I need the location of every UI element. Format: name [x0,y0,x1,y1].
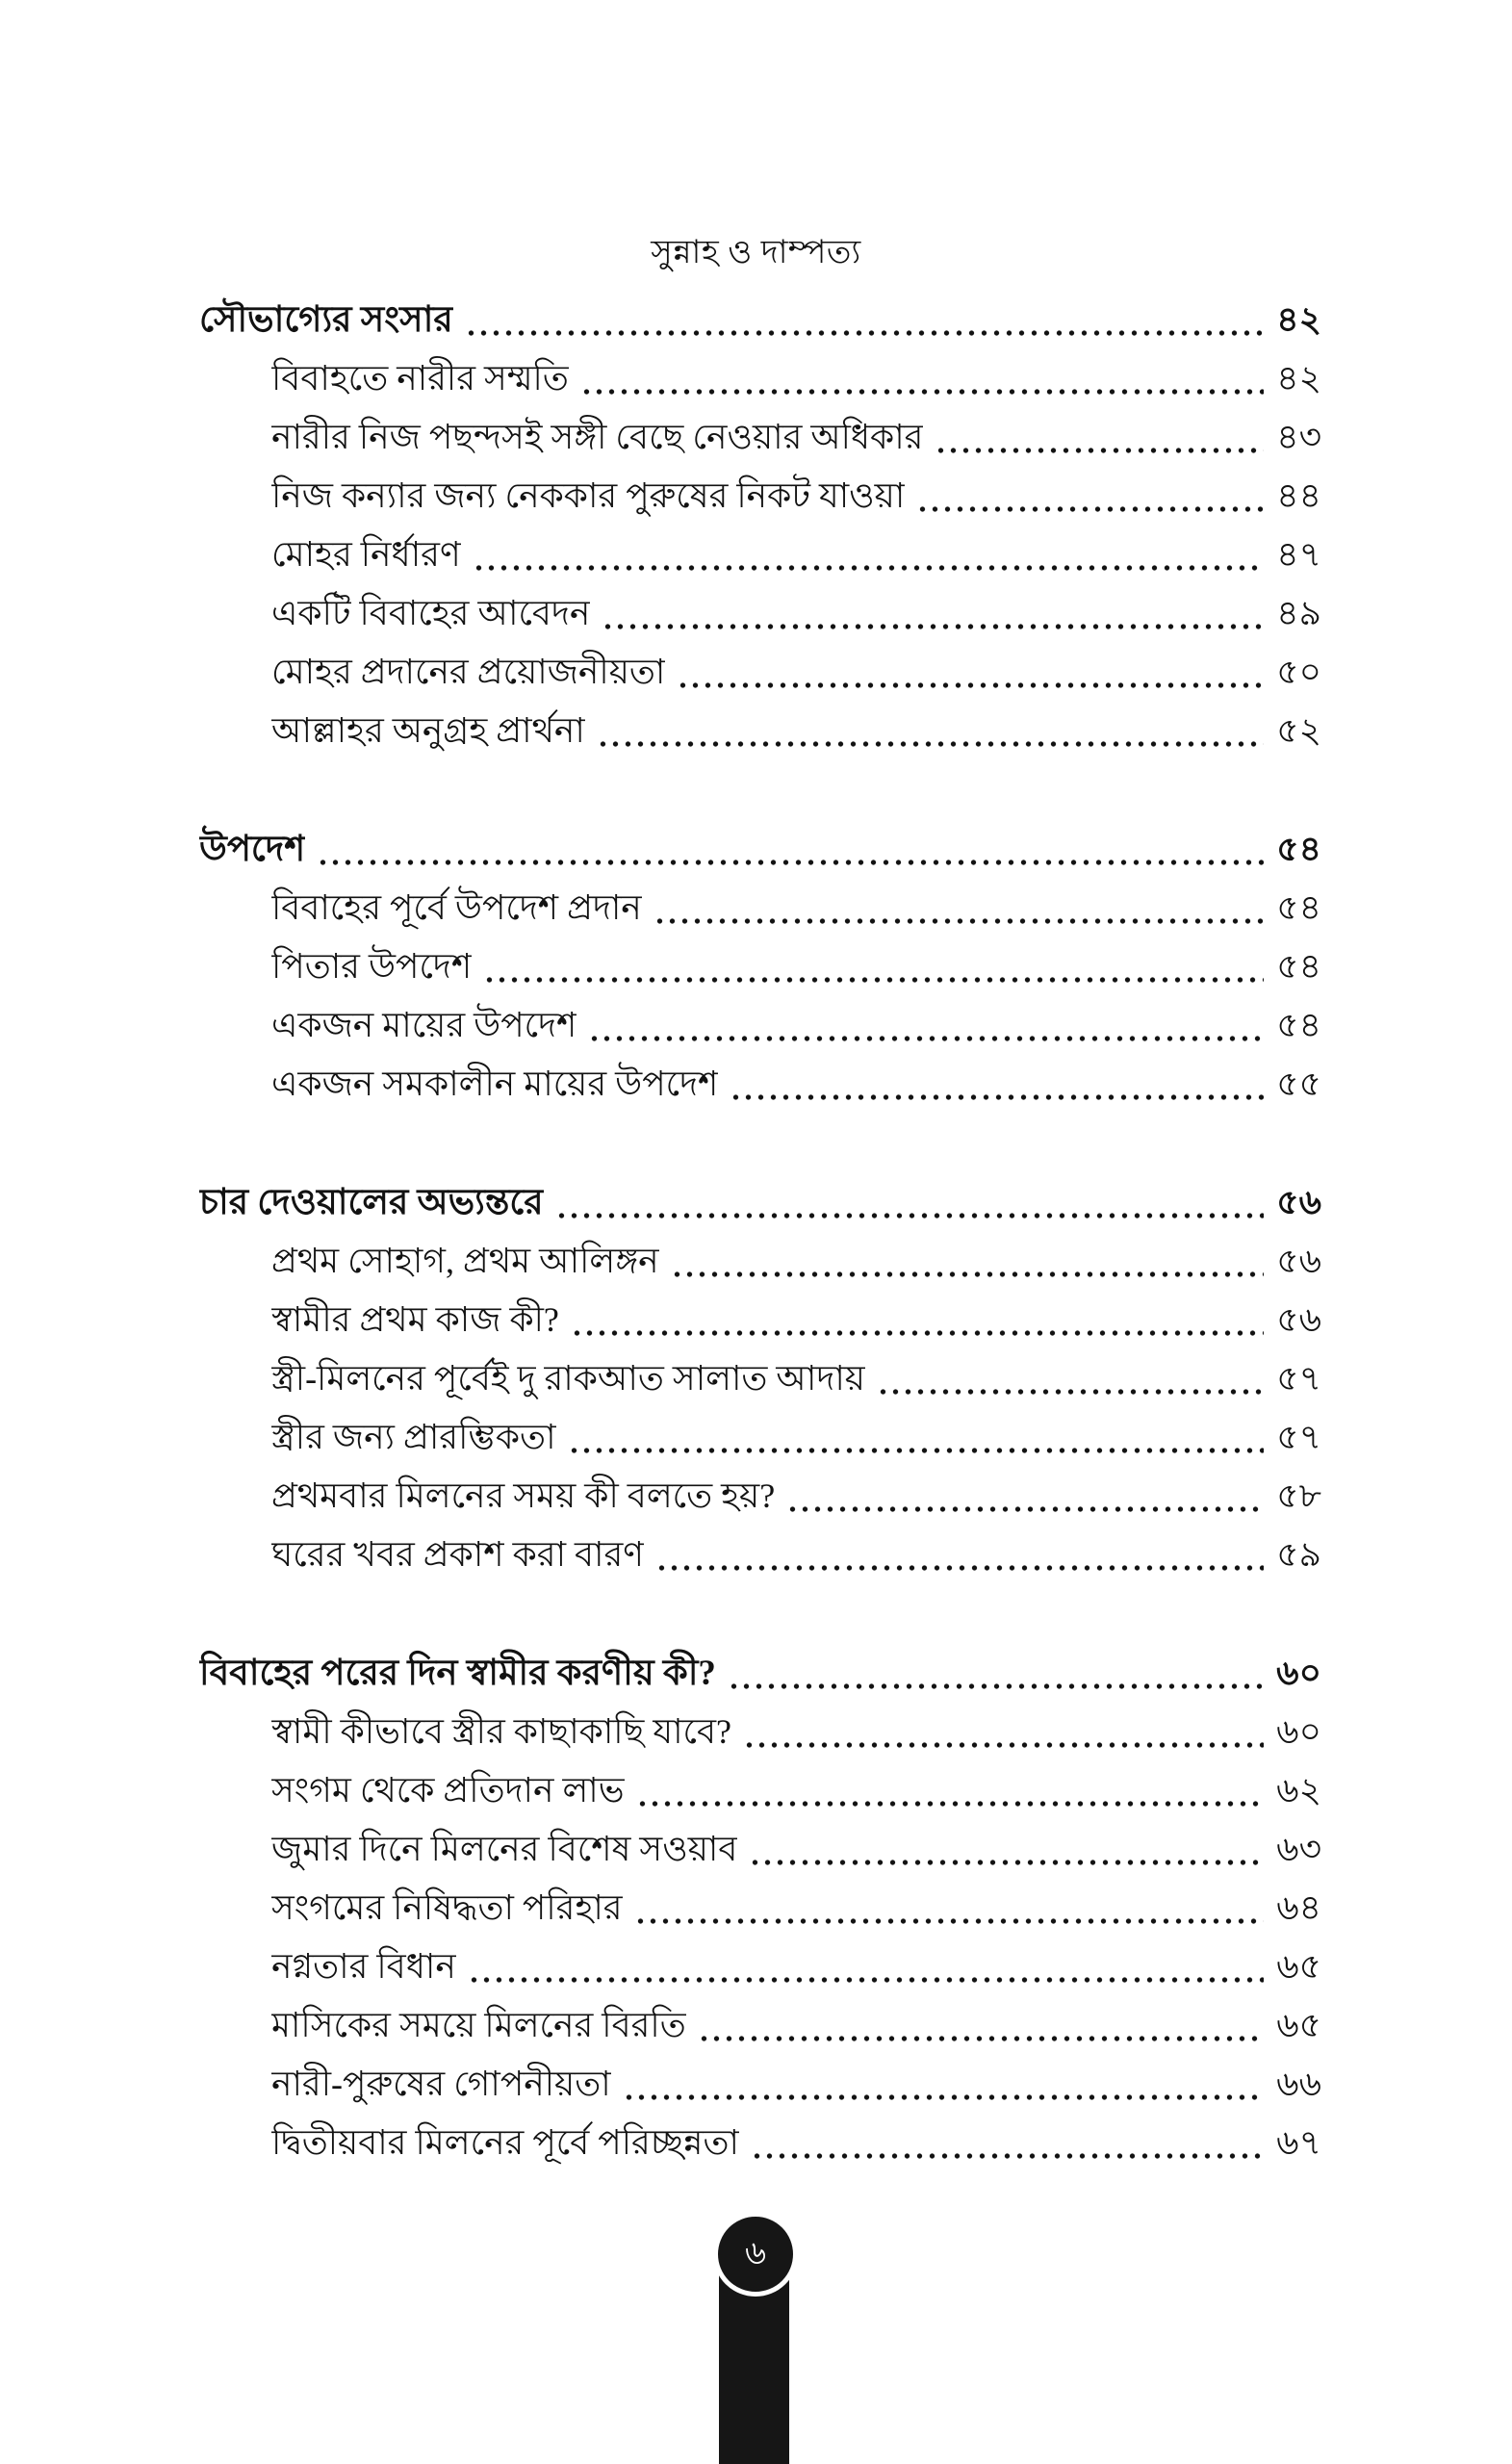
toc [199,291,1321,2172]
toc-entry-row [199,467,1321,526]
toc-dots-leader [741,1703,1264,1761]
toc-entry-row [199,702,1321,760]
toc-page-number: ৫৬ [1276,1183,1321,1221]
toc-page-number: ৬০ [1276,1654,1321,1692]
toc-section [199,1173,1321,1584]
toc-entry-row [199,526,1321,584]
toc-dots-leader [653,1526,1264,1584]
toc-page-number: ৬৪ [1276,1888,1321,1927]
toc-entry-label: বিবাহের পরের দিন স্বামীর করণীয় কী? [199,1654,716,1693]
toc-entry-label: মোহর প্রদানের প্রয়োজনীয়তা [271,653,666,691]
toc-entry-row [199,1349,1321,1408]
toc-section [199,1644,1321,2172]
toc-entry-label: উপদেশ [199,830,306,869]
toc-entry-row [199,996,1321,1055]
toc-dots-leader [466,1938,1264,1996]
toc-entry-label: স্ত্রী-মিলনের পূর্বেই দু রাকআত সালাত আদায় [271,1359,865,1398]
toc-page-number: ৫০ [1276,653,1321,691]
toc-entry-label: একজন মায়ের উপদেশ [271,1006,577,1044]
toc-entry-row [199,1761,1321,1820]
toc-entry-label: আল্লাহর অনুগ্রহ প্রার্থনা [271,711,585,750]
toc-entry-label: মাসিকের সময়ে মিলনের বিরতি [271,2006,686,2044]
toc-entry-row [199,879,1321,937]
toc-entry-label: একজন সমকালীন মায়ের উপদেশ [271,1065,719,1103]
toc-entry-label: প্রথমবার মিলনের সময় কী বলতে হয়? [271,1476,776,1515]
toc-page-number: ৫৪ [1276,888,1321,927]
toc-dots-leader [621,2055,1264,2114]
toc-page-number: ৫৮ [1276,1476,1321,1515]
toc-entry-label: স্বামীর প্রথম কাজ কী? [271,1300,559,1339]
toc-dots-leader [315,820,1264,879]
toc-dots-leader [933,408,1264,467]
toc-dots-leader [749,2114,1264,2172]
toc-entry-row [199,408,1321,467]
toc-dots-leader [634,1761,1264,1820]
toc-dots-leader [463,291,1264,349]
toc-entry-label: স্ত্রীর জন্য প্রারম্ভিকতা [271,1418,556,1456]
toc-dots-leader [914,467,1264,526]
toc-page-number: ৪৭ [1276,535,1321,574]
toc-entry-row [199,1879,1321,1938]
toc-section-heading-row [199,291,1321,349]
toc-page-number: ৫৪ [1276,830,1321,868]
toc-page-number: ৬৩ [1276,1830,1321,1868]
toc-page-number: ৪৯ [1276,594,1321,632]
toc-entry-label: ঘরের খবর প্রকাশ করা বারণ [271,1535,645,1574]
toc-entry-row [199,2055,1321,2114]
toc-entry-label: নারীর নিজ পছন্দসই সঙ্গী বেছে নেওয়ার অধিকার [271,418,924,456]
toc-dots-leader [784,1467,1264,1526]
toc-entry-row [199,1938,1321,1996]
toc-dots-leader [553,1173,1264,1232]
toc-entry-label: স্বামী কীভাবে স্ত্রীর কাছাকাছি যাবে? [271,1712,732,1751]
toc-dots-leader [595,702,1264,760]
toc-dots-leader [566,1408,1264,1467]
toc-dots-leader [728,1055,1264,1114]
toc-entry-row [199,1055,1321,1114]
toc-page-number: ৬৫ [1276,2006,1321,2044]
toc-page-number: ৫৭ [1276,1359,1321,1398]
toc-page-number: ৬৬ [1276,2065,1321,2103]
toc-dots-leader [652,879,1264,937]
toc-dots-leader [569,1291,1264,1349]
toc-entry-row [199,1703,1321,1761]
toc-entry-row [199,1232,1321,1291]
toc-page-number: ৫৪ [1276,1006,1321,1044]
toc-page-number: ৫২ [1276,711,1321,750]
toc-section [199,291,1321,760]
toc-entry-row [199,1291,1321,1349]
toc-dots-leader [578,349,1264,408]
page-header-title: সুন্নাহ ও দাম্পত্য [651,235,861,270]
bookmark-ribbon [719,2268,789,2464]
toc-entry-row [199,643,1321,702]
toc-entry-label: সংগম থেকে প্রতিদান লাভ [271,1771,625,1810]
toc-page-number: ৪২ [1276,300,1321,339]
toc-page-number: ৪৩ [1276,418,1321,456]
toc-page-number: ৬৭ [1276,2123,1321,2162]
folio-number: ৬ [744,2236,767,2272]
toc-entry-label: বিবাহতে নারীর সম্মতি [271,359,569,398]
toc-dots-leader [675,643,1264,702]
toc-page-number: ৪৪ [1276,476,1321,515]
toc-dots-leader [471,526,1264,584]
toc-dots-leader [875,1349,1264,1408]
toc-entry-row [199,1526,1321,1584]
toc-page-number: ৫৭ [1276,1418,1321,1456]
toc-section-heading-row [199,1644,1321,1703]
toc-entry-label: সৌভাগ্যের সংসার [199,300,453,340]
toc-dots-leader [632,1879,1264,1938]
toc-entry-label: চার দেওয়ালের অভ্যন্তরে [199,1183,544,1222]
toc-entry-row [199,1467,1321,1526]
toc-page-number: ৬৫ [1276,1947,1321,1986]
toc-entry-label: জুমার দিনে মিলনের বিশেষ সওয়াব [271,1830,738,1868]
toc-page-number: ৬২ [1276,1771,1321,1810]
toc-entry-label: সংগমের নিষিদ্ধতা পরিহার [271,1888,623,1927]
toc-entry-label: পিতার উপদেশ [271,947,473,986]
toc-entry-row [199,1996,1321,2055]
toc-entry-label: মোহর নির্ধারণ [271,535,461,574]
toc-page-number: ৫৯ [1276,1535,1321,1574]
toc-entry-label: বিবাহের পূর্বে উপদেশ প্রদান [271,888,642,927]
toc-entry-row [199,349,1321,408]
toc-entry-label: একটি বিবাহের আবেদন [271,594,591,632]
toc-dots-leader [747,1820,1264,1879]
toc-page-number: ৫৬ [1276,1242,1321,1280]
toc-dots-leader [696,1996,1264,2055]
toc-page-number: ৪২ [1276,359,1321,398]
toc-page-number: ৬০ [1276,1712,1321,1751]
toc-dots-leader [481,937,1264,996]
toc-entry-label: নগ্নতার বিধান [271,1947,456,1986]
toc-dots-leader [726,1644,1264,1703]
toc-section-heading-row [199,1173,1321,1232]
folio-number-badge [713,2212,798,2297]
toc-section [199,820,1321,1114]
toc-entry-label: নিজ কন্যার জন্য নেককার পুরুষের নিকট যাওয়া [271,476,906,515]
toc-page-number: ৫৫ [1276,1065,1321,1103]
toc-entry-label: নারী-পুরুষের গোপনীয়তা [271,2065,611,2103]
toc-entry-row [199,1408,1321,1467]
toc-section-heading-row [199,820,1321,879]
toc-entry-row [199,937,1321,996]
toc-entry-row [199,584,1321,643]
toc-entry-label: দ্বিতীয়বার মিলনের পূর্বে পরিচ্ছন্নতা [271,2123,739,2162]
toc-dots-leader [669,1232,1264,1291]
toc-entry-row [199,1820,1321,1879]
toc-dots-leader [600,584,1264,643]
toc-dots-leader [586,996,1264,1055]
toc-entry-row [199,2114,1321,2172]
toc-entry-label: প্রথম সোহাগ, প্রথম আলিঙ্গন [271,1242,659,1280]
toc-page-number: ৫৪ [1276,947,1321,986]
toc-page-number: ৫৬ [1276,1300,1321,1339]
